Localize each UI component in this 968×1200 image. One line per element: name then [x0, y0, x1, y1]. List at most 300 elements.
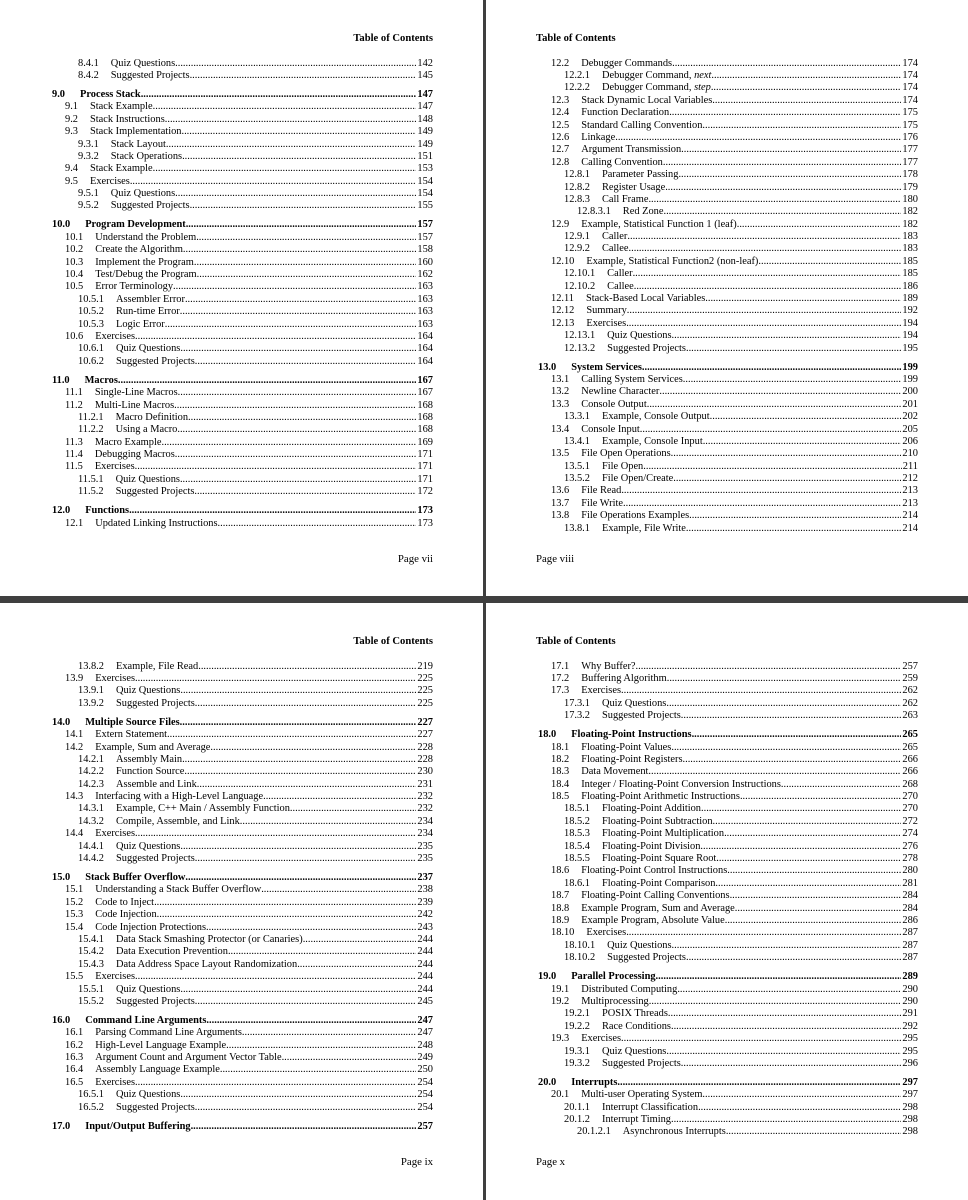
toc-entry-title-text: Stack-Based Local Variables — [586, 293, 706, 305]
dot-leader — [666, 1046, 901, 1058]
toc-section-entry[interactable] — [52, 188, 433, 200]
toc-section-entry[interactable] — [52, 232, 433, 244]
toc-entry-title — [571, 362, 642, 374]
toc-section-entry[interactable] — [52, 742, 433, 754]
toc-section-entry[interactable] — [538, 281, 918, 293]
toc-section-entry[interactable] — [538, 132, 918, 144]
toc-section-entry[interactable] — [538, 206, 918, 218]
dot-leader — [184, 766, 416, 778]
toc-entry-title — [95, 400, 174, 412]
toc-section-entry[interactable] — [52, 816, 433, 828]
toc-entry-title-text: Assembly Main — [115, 753, 183, 765]
toc-section-entry[interactable] — [538, 661, 918, 673]
toc-entry-number: 11.4 — [65, 449, 83, 461]
dot-leader — [188, 412, 416, 424]
toc-section-entry[interactable] — [538, 424, 918, 436]
toc-entry-title — [116, 661, 198, 673]
dot-leader — [671, 1021, 901, 1033]
toc-entry-title-text: Assemble and Link — [115, 778, 197, 790]
toc-entry-page-number: 227 — [417, 716, 433, 728]
toc-section-entry[interactable] — [52, 176, 433, 188]
toc-entry-title-text: High-Level Language Example — [95, 1039, 227, 1051]
toc-section-entry[interactable] — [538, 710, 918, 722]
toc-section-entry[interactable] — [538, 766, 918, 778]
toc-section-entry[interactable] — [52, 791, 433, 803]
toc-section-entry[interactable] — [52, 803, 433, 815]
toc-entry-number: 14.3.2 — [78, 815, 104, 827]
toc-entry-number: 17.1 — [551, 660, 570, 672]
toc-section-entry[interactable] — [538, 1046, 918, 1058]
toc-entry-title — [116, 959, 297, 971]
toc-entry-page-number: 199 — [902, 373, 918, 385]
toc-entry-page-number: 292 — [902, 1020, 918, 1032]
toc-section-entry[interactable] — [538, 448, 918, 460]
toc-section-entry[interactable] — [538, 865, 918, 877]
toc-section-entry[interactable] — [52, 934, 433, 946]
toc-section-entry[interactable] — [52, 437, 433, 449]
dot-leader — [643, 461, 902, 473]
toc-section-entry[interactable] — [538, 779, 918, 791]
toc-section-entry[interactable] — [52, 661, 433, 673]
toc-section-entry[interactable] — [538, 82, 918, 94]
dot-leader — [712, 95, 901, 107]
toc-section-entry[interactable] — [52, 114, 433, 126]
toc-chapter-entry[interactable] — [538, 362, 918, 374]
dot-leader — [692, 729, 902, 741]
dot-leader — [261, 884, 416, 896]
toc-section-entry[interactable] — [538, 984, 918, 996]
toc-section-entry[interactable] — [538, 742, 918, 754]
toc-entry-title — [116, 934, 303, 946]
toc-chapter-entry[interactable] — [52, 375, 433, 387]
toc-section-entry[interactable] — [52, 244, 433, 256]
toc-section-entry[interactable] — [52, 449, 433, 461]
dot-leader — [196, 232, 416, 244]
toc-section-entry[interactable] — [538, 1021, 918, 1033]
toc-section-entry[interactable] — [538, 461, 918, 473]
toc-entry-page-number: 265 — [902, 729, 918, 741]
toc-section-entry[interactable] — [52, 1102, 433, 1114]
toc-entry-number: 18.5.5 — [564, 853, 590, 865]
toc-entry-number: 12.13.2 — [564, 342, 596, 354]
dot-leader — [282, 1052, 417, 1064]
toc-section-entry[interactable] — [538, 523, 918, 535]
toc-section-entry[interactable] — [52, 897, 433, 909]
toc-entry-number: 9.5.1 — [78, 188, 99, 200]
toc-section-entry[interactable] — [52, 754, 433, 766]
toc-section-entry[interactable] — [52, 673, 433, 685]
toc-entry-title-text: Function Declaration — [581, 107, 670, 119]
dot-leader — [173, 281, 416, 293]
toc-entry-title-text: Quiz Questions — [601, 697, 667, 709]
toc-entry-page-number: 142 — [417, 57, 433, 69]
dot-leader — [195, 698, 417, 710]
toc-section-entry[interactable] — [538, 144, 918, 156]
toc-section-entry[interactable] — [538, 330, 918, 342]
toc-section-entry[interactable] — [538, 411, 918, 423]
toc-section-entry[interactable] — [52, 387, 433, 399]
toc-section-entry[interactable] — [538, 952, 918, 964]
toc-entry-title — [95, 269, 196, 281]
toc-entry-page-number: 257 — [417, 1120, 433, 1132]
toc-entry-title-text: Suggested Projects — [601, 710, 681, 722]
dot-leader — [153, 163, 417, 175]
toc-chapter-entry[interactable] — [52, 89, 433, 101]
toc-section-entry[interactable] — [538, 305, 918, 317]
toc-entry-number: 13.0 — [538, 361, 557, 373]
toc-section-entry[interactable] — [538, 485, 918, 497]
toc-entry-title — [95, 971, 135, 983]
toc-section-entry[interactable] — [538, 243, 918, 255]
toc-entry-title-text: Asynchronous Interrupts — [622, 1126, 726, 1138]
toc-entry-page-number: 163 — [417, 293, 433, 305]
toc-entry-title — [111, 70, 190, 82]
toc-entry-title — [581, 742, 671, 754]
toc-section-entry[interactable] — [538, 996, 918, 1008]
toc-entry-page-number: 249 — [417, 1052, 433, 1064]
toc-entry-title-text: Parsing Command Line Arguments — [95, 1027, 242, 1039]
toc-entry-page-number: 287 — [902, 952, 918, 964]
toc-chapter-entry[interactable] — [52, 1121, 433, 1133]
toc-section-entry[interactable] — [538, 343, 918, 355]
toc-entry-title-text: Macros — [84, 374, 118, 386]
toc-section-entry[interactable] — [538, 95, 918, 107]
toc-entry-title — [116, 996, 195, 1008]
dot-leader — [135, 461, 417, 473]
toc-section-entry[interactable] — [538, 903, 918, 915]
toc-entry-number: 13.2 — [551, 386, 570, 398]
toc-entry-title-text: Example Program, Absolute Value — [581, 915, 725, 926]
toc-entry-page-number: 266 — [902, 753, 918, 765]
toc-entry-number: 14.4 — [65, 828, 84, 840]
dot-leader — [648, 766, 901, 778]
toc-section-entry[interactable] — [52, 1089, 433, 1101]
toc-entry-page-number: 186 — [902, 280, 918, 292]
toc-entry-page-number: 183 — [902, 243, 918, 255]
toc-entry-page-number: 160 — [417, 256, 433, 268]
toc-chapter-entry[interactable] — [52, 219, 433, 231]
toc-entry-title — [116, 841, 180, 853]
toc-section-entry[interactable] — [538, 268, 918, 280]
toc-entry-number: 12.6 — [551, 131, 570, 143]
toc-section-entry[interactable] — [538, 473, 918, 485]
toc-entry-number: 15.4 — [65, 921, 84, 933]
toc-section-entry[interactable] — [538, 803, 918, 815]
toc-entry-number: 12.5 — [551, 119, 570, 131]
toc-section-entry[interactable] — [52, 101, 433, 113]
toc-section-entry[interactable] — [538, 927, 918, 939]
toc-entry-number: 12.9.1 — [564, 231, 590, 243]
dot-leader — [180, 984, 416, 996]
toc-entry-title — [95, 244, 183, 256]
toc-chapter-entry[interactable] — [538, 971, 918, 983]
toc-entry-page-number: 225 — [417, 672, 433, 684]
toc-entry-page-number: 174 — [902, 82, 918, 94]
toc-section-entry[interactable] — [538, 107, 918, 119]
toc-entry-page-number: 154 — [417, 175, 433, 187]
toc-entry-page-number: 157 — [417, 219, 433, 231]
dot-leader — [689, 510, 901, 522]
toc-section-entry[interactable] — [538, 374, 918, 386]
toc-entry-number: 18.6 — [551, 865, 570, 877]
toc-section-entry[interactable] — [538, 510, 918, 522]
toc-section-entry[interactable] — [52, 946, 433, 958]
toc-entry-number: 10.1 — [65, 231, 84, 243]
table-of-contents-list — [538, 661, 918, 1139]
dot-leader — [197, 269, 417, 281]
toc-entry-page-number: 250 — [417, 1064, 433, 1076]
toc-section-entry[interactable] — [52, 828, 433, 840]
toc-section-entry[interactable] — [538, 436, 918, 448]
toc-entry-title — [95, 828, 135, 840]
toc-entry-page-number: 195 — [902, 342, 918, 354]
toc-section-entry[interactable] — [538, 1058, 918, 1070]
toc-section-entry[interactable] — [538, 878, 918, 890]
toc-section-entry[interactable] — [52, 257, 433, 269]
toc-section-entry[interactable] — [538, 219, 918, 231]
toc-section-entry[interactable] — [52, 163, 433, 175]
toc-section-entry[interactable] — [52, 909, 433, 921]
toc-section-entry[interactable] — [52, 1027, 433, 1039]
dot-leader — [666, 698, 901, 710]
toc-entry-title-text: Stack Layout — [110, 138, 166, 150]
dot-leader — [672, 58, 901, 70]
toc-section-entry[interactable] — [52, 841, 433, 853]
toc-section-entry[interactable] — [52, 139, 433, 151]
toc-entry-number: 14.2.3 — [78, 778, 104, 790]
toc-section-entry[interactable] — [52, 729, 433, 741]
toc-section-entry[interactable] — [538, 940, 918, 952]
toc-section-entry[interactable] — [538, 853, 918, 865]
toc-section-entry[interactable] — [538, 1008, 918, 1020]
toc-section-entry[interactable] — [52, 126, 433, 138]
toc-section-entry[interactable] — [52, 461, 433, 473]
toc-entry-title-text: Register Usage — [601, 181, 666, 193]
toc-entry-page-number: 228 — [417, 753, 433, 765]
toc-section-entry[interactable] — [52, 959, 433, 971]
toc-section-entry[interactable] — [538, 1102, 918, 1114]
toc-entry-page-number: 284 — [902, 902, 918, 914]
toc-entry-number: 14.2.1 — [78, 753, 104, 765]
toc-entry-title-text: Floating-Point Arithmetic Instructions — [581, 791, 740, 803]
dot-leader — [186, 219, 417, 231]
dot-leader — [190, 200, 417, 212]
toc-entry-title-text: Logic Error — [115, 318, 165, 330]
toc-section-entry[interactable] — [52, 685, 433, 697]
toc-section-entry[interactable] — [52, 281, 433, 293]
toc-entry-page-number: 245 — [417, 995, 433, 1007]
toc-entry-title — [111, 151, 182, 163]
toc-entry-title-text: File Operations Examples — [581, 510, 690, 522]
toc-entry-page-number: 259 — [902, 672, 918, 684]
toc-entry-page-number: 230 — [417, 766, 433, 778]
toc-section-entry[interactable] — [52, 486, 433, 498]
dot-leader — [683, 374, 902, 386]
toc-section-entry[interactable] — [538, 754, 918, 766]
dot-leader — [737, 219, 902, 231]
dot-leader — [161, 437, 416, 449]
toc-entry-number: 15.5.2 — [78, 995, 104, 1007]
toc-section-entry[interactable] — [538, 182, 918, 194]
toc-section-entry[interactable] — [52, 996, 433, 1008]
toc-section-entry[interactable] — [52, 70, 433, 82]
toc-section-entry[interactable] — [52, 779, 433, 791]
dot-leader — [135, 673, 416, 685]
toc-entry-title — [602, 1008, 668, 1020]
toc-entry-page-number: 171 — [417, 461, 433, 473]
toc-section-entry[interactable] — [538, 1126, 918, 1138]
dot-leader — [220, 1064, 417, 1076]
toc-entry-page-number: 173 — [417, 505, 433, 517]
toc-entry-title — [581, 58, 672, 70]
toc-entry-title-text: Floating-Point Registers — [581, 753, 683, 765]
toc-section-entry[interactable] — [52, 1064, 433, 1076]
toc-entry-title-text: File Open Operations — [581, 448, 671, 460]
toc-entry-title — [85, 219, 186, 231]
toc-section-entry[interactable] — [538, 58, 918, 70]
toc-section-entry[interactable] — [52, 984, 433, 996]
toc-entry-title-text: Quiz Questions — [607, 939, 672, 951]
toc-section-entry[interactable] — [538, 685, 918, 697]
toc-section-entry[interactable] — [538, 157, 918, 169]
dot-leader — [175, 449, 417, 461]
toc-section-entry[interactable] — [52, 884, 433, 896]
toc-section-entry[interactable] — [52, 306, 433, 318]
toc-section-entry[interactable] — [52, 474, 433, 486]
toc-section-entry[interactable] — [52, 853, 433, 865]
toc-entry-number: 15.1 — [65, 884, 84, 896]
toc-section-entry[interactable] — [52, 424, 433, 436]
toc-entry-title — [602, 411, 710, 423]
toc-entry-title-text: Floating-Point Addition — [601, 803, 701, 815]
page-number-footer: Page ix — [400, 1156, 433, 1168]
toc-entry-page-number: 242 — [417, 909, 433, 921]
toc-chapter-entry[interactable] — [538, 729, 918, 741]
toc-entry-title-text: Linkage — [581, 131, 616, 143]
toc-entry-page-number: 291 — [902, 1008, 918, 1020]
toc-section-entry[interactable] — [52, 518, 433, 530]
toc-section-entry[interactable] — [538, 386, 918, 398]
toc-section-entry[interactable] — [52, 269, 433, 281]
toc-entry-page-number: 168 — [417, 399, 433, 411]
toc-entry-title — [116, 779, 197, 791]
toc-chapter-entry[interactable] — [52, 717, 433, 729]
toc-section-entry[interactable] — [52, 294, 433, 306]
toc-section-entry[interactable] — [52, 400, 433, 412]
toc-section-entry[interactable] — [538, 194, 918, 206]
toc-entry-title-text: Stack Instructions — [90, 113, 165, 125]
toc-section-entry[interactable] — [538, 816, 918, 828]
toc-entry-title — [581, 374, 683, 386]
toc-section-entry[interactable] — [52, 58, 433, 70]
toc-entry-title — [602, 1102, 698, 1114]
dot-leader — [642, 362, 902, 374]
toc-section-entry[interactable] — [52, 200, 433, 212]
toc-entry-title-text: Red Zone — [622, 206, 664, 218]
dot-leader — [648, 194, 901, 206]
toc-section-entry[interactable] — [52, 698, 433, 710]
toc-section-entry[interactable] — [52, 1052, 433, 1064]
toc-section-entry[interactable] — [538, 841, 918, 853]
toc-entry-page-number: 225 — [417, 697, 433, 709]
toc-section-entry[interactable] — [538, 673, 918, 685]
toc-entry-page-number: 278 — [902, 853, 918, 865]
toc-section-entry[interactable] — [52, 319, 433, 331]
toc-entry-title-emphasis: next — [694, 69, 712, 81]
toc-entry-title-text: Exercises — [95, 330, 135, 342]
toc-chapter-entry[interactable] — [538, 1077, 918, 1089]
toc-section-entry[interactable] — [52, 331, 433, 343]
dot-leader — [185, 872, 416, 884]
toc-section-entry[interactable] — [538, 791, 918, 803]
toc-entry-page-number: 295 — [902, 1045, 918, 1057]
toc-entry-number: 18.10.1 — [564, 939, 596, 951]
toc-section-entry[interactable] — [52, 971, 433, 983]
toc-section-entry[interactable] — [52, 412, 433, 424]
page-number-footer: Page vii — [397, 553, 433, 565]
toc-section-entry[interactable] — [538, 231, 918, 243]
toc-section-entry[interactable] — [538, 256, 918, 268]
toc-entry-title-text: Example, Statistical Function2 (non-leaf) — [586, 255, 759, 267]
toc-entry-number: 18.2 — [551, 753, 570, 765]
toc-section-entry[interactable] — [538, 828, 918, 840]
toc-section-entry[interactable] — [52, 356, 433, 368]
toc-entry-title-text: Example, Sum and Average — [95, 741, 211, 753]
toc-section-entry[interactable] — [538, 70, 918, 82]
toc-entry-page-number: 168 — [417, 424, 433, 436]
dot-leader — [672, 940, 902, 952]
toc-chapter-entry[interactable] — [52, 872, 433, 884]
toc-entry-number: 19.2.1 — [564, 1008, 590, 1020]
toc-entry-number: 9.3 — [65, 126, 78, 138]
toc-section-entry[interactable] — [52, 343, 433, 355]
toc-section-entry[interactable] — [538, 120, 918, 132]
toc-section-entry[interactable] — [538, 1033, 918, 1045]
dot-leader — [194, 486, 416, 498]
toc-entry-title-text: Call Frame — [601, 193, 649, 205]
dot-leader — [180, 717, 417, 729]
toc-section-entry[interactable] — [538, 318, 918, 330]
toc-section-entry[interactable] — [538, 915, 918, 927]
toc-section-entry[interactable] — [52, 1077, 433, 1089]
toc-chapter-entry[interactable] — [52, 1015, 433, 1027]
toc-section-entry[interactable] — [538, 293, 918, 305]
toc-entry-title — [116, 698, 195, 710]
toc-section-entry[interactable] — [538, 1114, 918, 1126]
toc-entry-page-number: 296 — [902, 1057, 918, 1069]
toc-entry-number: 13.4.1 — [564, 435, 590, 447]
toc-section-entry[interactable] — [52, 1040, 433, 1052]
toc-section-entry[interactable] — [52, 766, 433, 778]
toc-entry-title-text: Example, Console Output — [601, 411, 710, 423]
toc-entry-title-text: Argument Count and Argument Vector Table — [95, 1052, 282, 1064]
toc-entry-page-number: 192 — [902, 305, 918, 317]
toc-section-entry[interactable] — [538, 498, 918, 510]
toc-chapter-entry[interactable] — [52, 505, 433, 517]
toc-section-entry[interactable] — [538, 1089, 918, 1101]
toc-entry-page-number: 212 — [902, 473, 918, 485]
toc-section-entry[interactable] — [52, 922, 433, 934]
toc-section-entry[interactable] — [538, 169, 918, 181]
toc-section-entry[interactable] — [538, 399, 918, 411]
dot-leader — [174, 400, 416, 412]
toc-entry-title-text: Suggested Projects — [115, 697, 195, 709]
dot-leader — [135, 971, 416, 983]
toc-section-entry[interactable] — [538, 698, 918, 710]
toc-section-entry[interactable] — [52, 151, 433, 163]
toc-entry-number: 16.3 — [65, 1052, 84, 1064]
toc-section-entry[interactable] — [538, 890, 918, 902]
